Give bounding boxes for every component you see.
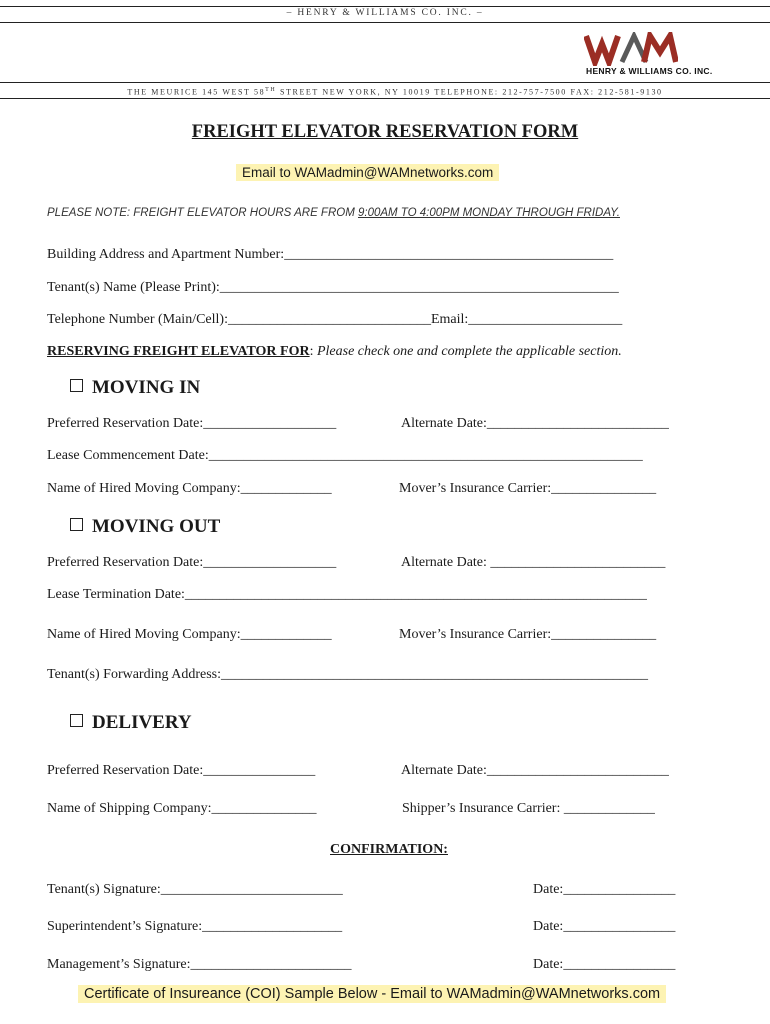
address-sup: TH (265, 87, 277, 93)
moving-in-checkbox[interactable] (70, 379, 83, 392)
moving-out-company-field[interactable]: Name of Hired Moving Company:_____________ (47, 627, 332, 642)
confirmation-heading: CONFIRMATION: (330, 842, 448, 857)
forwarding-address-field[interactable]: Tenant(s) Forwarding Address:_____________________________________________________________ (47, 667, 648, 682)
address-post: STREET NEW YORK, NY 10019 TELEPHONE: 212-757-7500 FAX: 212-581-9130 (276, 87, 663, 97)
building-address-field[interactable]: Building Address and Apartment Number:_______________________________________________ (47, 247, 614, 262)
coi-email-instruction: Certificate of Insureance (COI) Sample Below - Email to WAMadmin@WAMnetworks.com (78, 985, 666, 1003)
moving-in-section (70, 377, 200, 399)
moving-out-insurance-field[interactable]: Mover’s Insurance Carrier:_______________ (399, 627, 657, 642)
tenant-signature-date[interactable]: Date:________________ (533, 882, 676, 897)
moving-out-section (70, 516, 220, 538)
tenant-signature-field[interactable]: Tenant(s) Signature:__________________________ (47, 882, 343, 897)
moving-in-company-field[interactable]: Name of Hired Moving Company:_____________ (47, 481, 332, 496)
address-top-rule (0, 82, 770, 83)
company-banner: – HENRY & WILLIAMS CO. INC. – (286, 8, 484, 18)
logo-company-name: HENRY & WILLIAMS CO. INC. (586, 66, 713, 76)
lease-termination-field[interactable]: Lease Termination Date:__________________________________________________________________ (47, 587, 647, 602)
email-instruction: Email to WAMadmin@WAMnetworks.com (236, 164, 499, 181)
tenant-name-field[interactable]: Tenant(s) Name (Please Print):_________________________________________________________ (47, 280, 619, 295)
reserving-colon: : (309, 344, 317, 359)
moving-out-checkbox[interactable] (70, 518, 83, 531)
moving-out-preferred-date[interactable]: Preferred Reservation Date:___________________ (47, 555, 337, 570)
management-signature-field[interactable]: Management’s Signature:_______________________ (47, 957, 352, 972)
lease-commencement-field[interactable]: Lease Commencement Date:______________________________________________________________ (47, 448, 643, 463)
wam-logo-graphic (584, 32, 678, 66)
moving-in-heading: MOVING IN (92, 377, 201, 398)
delivery-preferred-date[interactable]: Preferred Reservation Date:________________ (47, 763, 316, 778)
reserving-hint: Please check one and complete the applicable section. (316, 344, 622, 359)
superintendent-signature-date[interactable]: Date:________________ (533, 919, 676, 934)
moving-in-insurance-field[interactable]: Mover’s Insurance Carrier:_______________ (399, 481, 657, 496)
moving-out-heading: MOVING OUT (92, 516, 221, 537)
delivery-section (70, 712, 192, 734)
moving-in-alternate-date[interactable]: Alternate Date:__________________________ (401, 416, 669, 431)
company-address (0, 87, 770, 97)
telephone-email-field[interactable]: Telephone Number (Main/Cell):_____________________________Email:______________________ (47, 312, 623, 327)
delivery-alternate-date[interactable]: Alternate Date:__________________________ (401, 763, 669, 778)
moving-out-alternate-date[interactable]: Alternate Date: _________________________ (401, 555, 666, 570)
reserving-label: RESERVING FREIGHT ELEVATOR FOR (47, 344, 310, 359)
delivery-heading: DELIVERY (92, 712, 192, 733)
shipping-company-field[interactable]: Name of Shipping Company:_______________ (47, 801, 317, 816)
superintendent-signature-field[interactable]: Superintendent’s Signature:____________________ (47, 919, 343, 934)
management-signature-date[interactable]: Date:________________ (533, 957, 676, 972)
form-title: FREIGHT ELEVATOR RESERVATION FORM (191, 122, 579, 142)
banner-rule (0, 22, 770, 23)
shipper-insurance-field[interactable]: Shipper’s Insurance Carrier: _____________ (402, 801, 655, 816)
hours-note-text: PLEASE NOTE: FREIGHT ELEVATOR HOURS ARE FROM (47, 207, 358, 219)
hours-note (47, 207, 620, 219)
top-rule (0, 6, 770, 7)
reserving-instruction (47, 344, 622, 360)
delivery-checkbox[interactable] (70, 714, 83, 727)
address-bottom-rule (0, 98, 770, 99)
hours-note-underlined: 9:00AM TO 4:00PM MONDAY THROUGH FRIDAY. (357, 207, 620, 219)
moving-in-preferred-date[interactable]: Preferred Reservation Date:___________________ (47, 416, 337, 431)
wam-logo (584, 32, 678, 66)
address-pre: THE MEURICE 145 WEST 58 (127, 87, 266, 97)
